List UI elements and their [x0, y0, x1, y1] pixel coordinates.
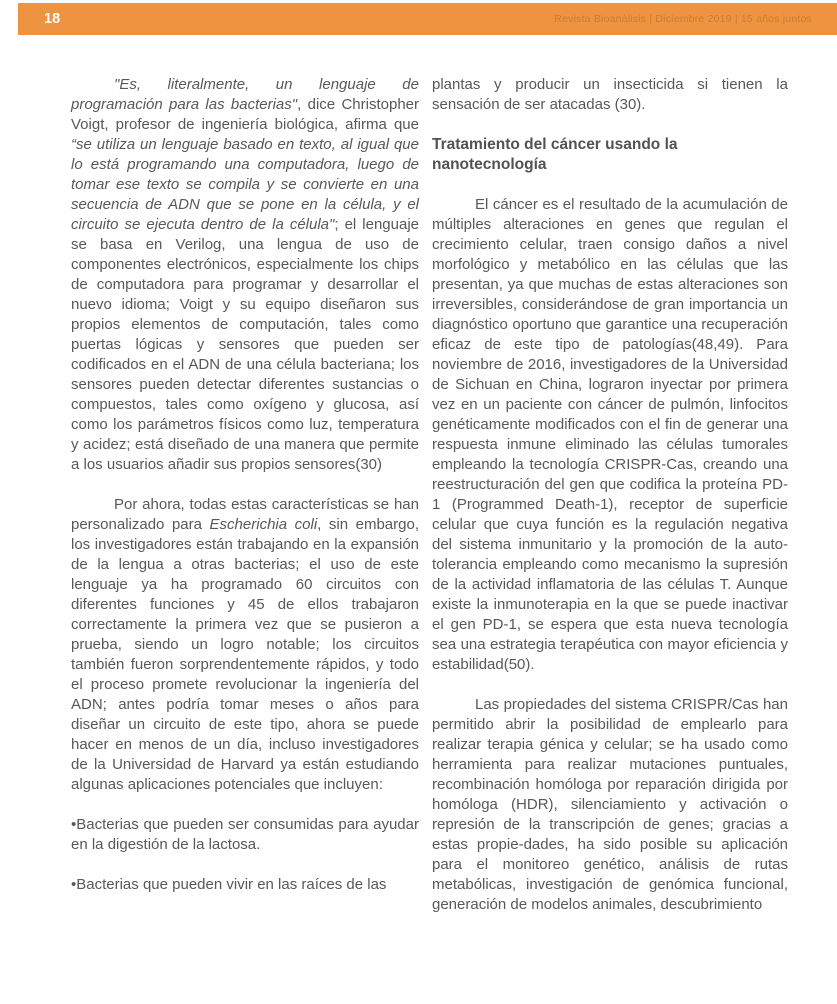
- edition-info: Revista Bioanálisis | Diciembre 2019 | 15 años juntos: [554, 13, 812, 25]
- text-segment: Por ahora, todas estas características se han personalizado para: [71, 496, 419, 533]
- text-segment: Escherichia coli: [209, 516, 318, 533]
- text-segment: plantas y producir un insecticida si tienen la sensación de ser atacadas (30).: [432, 76, 788, 113]
- text-segment: , dice Christopher Voigt, profesor de ingeniería biológica, afirma que: [71, 96, 419, 133]
- section-heading: Tratamiento del cáncer usando la nanotecnología: [432, 136, 678, 173]
- page-header-bar: [18, 3, 837, 35]
- text-segment: , sin embargo, los investigadores están trabajando en la expansión de la lengua a otras bacterias; el uso de este lenguaje ya ha programado 60 circuitos con diferentes funciones y 45 de ellos trabajaron correctamente la primera vez que se pusieron a prueba, siendo un logro notable; los circuitos también fueron sorprendentemente rápidos, y todo el proceso promete revolucionar la ingeniería del ADN; antes podría tomar meses o años para diseñar un circuito de este tipo, ahora se puede hacer en menos de un día, incluso investigadores de la Universidad de Harvard ya están estudiando algunas aplicaciones potenciales que incluyen:: [71, 516, 419, 793]
- body-paragraph: [71, 75, 419, 475]
- bullet-item: [71, 815, 419, 855]
- text-segment: •Bacterias que pueden vivir en las raíces de las: [71, 876, 387, 893]
- body-paragraph: [432, 695, 788, 915]
- text-segment: "Es, literalmente, un lenguaje de programación para las bacterias": [71, 76, 419, 113]
- body-paragraph: [71, 495, 419, 795]
- right-column: [432, 75, 788, 935]
- text-segment: Las propiedades del sistema CRISPR/Cas han permitido abrir la posibilidad de emplearlo para realizar terapia génica y celular; se ha usado como herramienta para realizar mutaciones puntuales, recombinación homóloga por reparación dirigida por homóloga (HDR), silenciamiento y activación o represión de la transcripción de genes; gracias a estas propie-dades, ha sido posible su aplicación para el monitoreo genético, análisis de rutas metabólicas, investigación de genómica funcional, generación de modelos animales, descubrimiento: [432, 696, 788, 913]
- left-column: [71, 75, 419, 935]
- text-segment: •Bacterias que pueden ser consumidas para ayudar en la digestión de la lactosa.: [71, 816, 419, 853]
- bullet-item: [71, 875, 419, 895]
- page-content: [71, 35, 788, 935]
- text-segment: “se utiliza un lenguaje basado en texto, al igual que lo está programando una computadora, luego de tomar ese texto se compila y se convierte en una secuencia de ADN que se pone en la célula, y el circuito se ejecuta dentro de la célula": [71, 136, 419, 233]
- body-paragraph: [432, 195, 788, 675]
- body-paragraph: [432, 75, 788, 115]
- text-segment: El cáncer es el resultado de la acumulación de múltiples alteraciones en genes que regulan el crecimiento celular, traen consigo daños a nivel morfológico y metabólico en las células que las presentan, ya que muchas de estas alteraciones son irreversibles, considerándose de gran importancia un diagnóstico oportuno que garantice una recuperación eficaz de este tipo de patologías(48,49). Para noviembre de 2016, investigadores de la Universidad de Sichuan en China, lograron inyectar por primera vez en un paciente con cáncer de pulmón, linfocitos genéticamente modificados con el fin de generar una respuesta inmune eliminado las células tumorales empleando la tecnología CRISPR-Cas, creando una reestructuración del gen que codifica la proteína PD-1 (Programmed Death-1), receptor de superficie celular que cuya función es la regulación negativa del sistema inmunitario y la promoción de la auto-tolerancia empleando como mecanismo la supresión de la actividad inflamatoria de las células T. Aunque existe la inmunoterapia en la que se puede inactivar el gen PD-1, se espera que esta nueva tecnología sea una estrategia terapéutica con mayor eficiencia y estabilidad(50).: [432, 196, 788, 673]
- page-number: 18: [44, 11, 61, 27]
- text-segment: ; el lenguaje se basa en Verilog, una lengua de uso de componentes electrónicos, especialmente los chips de computadora para programar y desarrollar el nuevo idioma; Voigt y su equipo diseñaron sus propios elementos de computación, tales como puertas lógicas y sensores que pueden ser codificados en el ADN de una célula bacteriana; los sensores pueden detectar diferentes sustancias o compuestos, tales como oxígeno y glucosa, así como los parámetros físicos como luz, temperatura y acidez; está diseñado de una manera que permite a los usuarios añadir sus propios sensores(30): [71, 216, 419, 473]
